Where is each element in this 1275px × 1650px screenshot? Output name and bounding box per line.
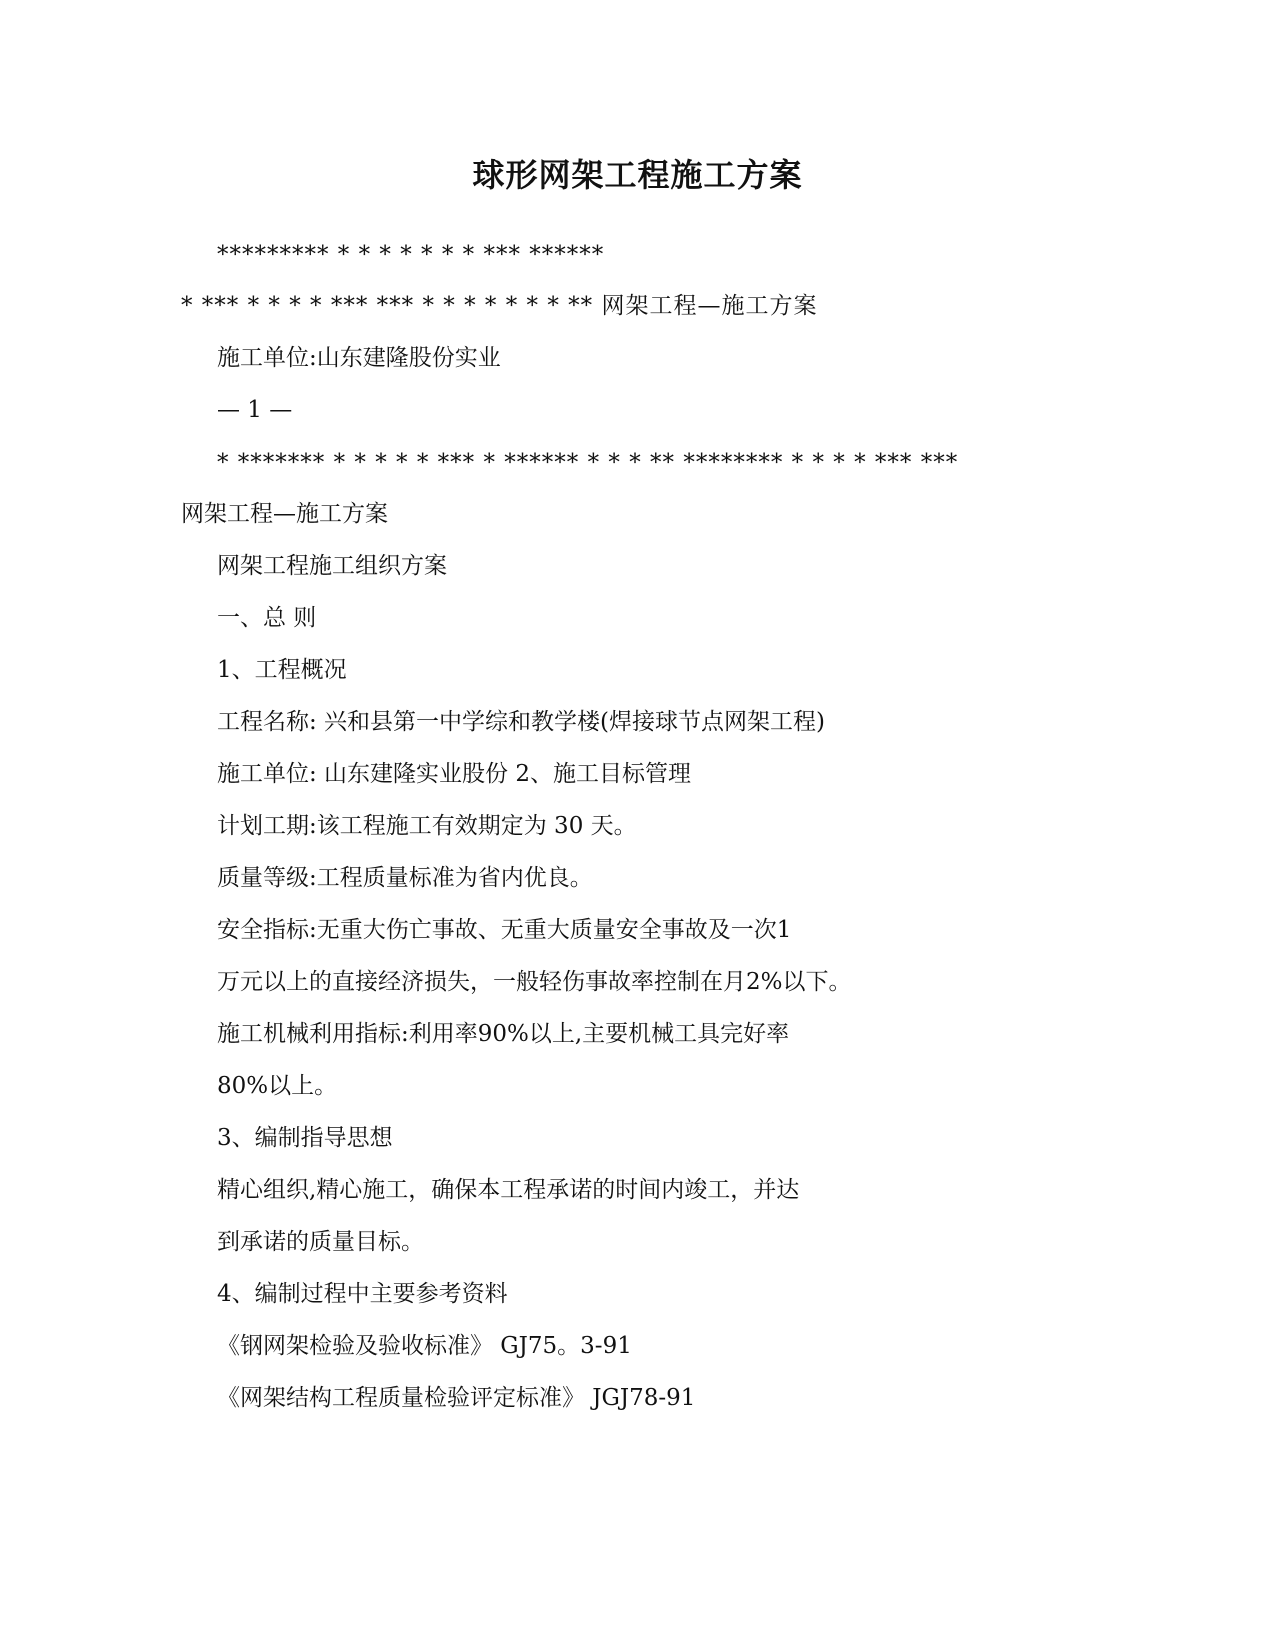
document-title: 球形网架工程施工方案 [472,156,803,194]
asterisk-line: ********* * * * * * * * *** ****** [217,242,605,268]
subsection-heading: 3、编制指导思想 [217,1125,393,1151]
paragraph-line: 工程名称: 兴和县第一中学综和教学楼(焊接球节点网架工程) [217,709,826,735]
paragraph-line: 精心组织,精心施工，确保本工程承诺的时间内竣工，并达 [217,1177,800,1203]
subtitle-line: 网架工程—施工方案 [181,501,388,527]
paragraph-line: 施工单位: 山东建隆实业股份 2、施工目标管理 [217,761,692,787]
asterisk-line: * ******* * * * * * *** * ****** * * * ** ******** * * * * *** *** [217,450,959,476]
paragraph-line: 到承诺的质量目标。 [217,1229,424,1255]
paragraph-line: 80%以上。 [217,1073,338,1099]
paragraph-line: 质量等级:工程质量标准为省内优良。 [217,865,593,891]
paragraph-line: 施工机械利用指标:利用率90%以上,主要机械工具完好率 [217,1021,790,1047]
reference-item: 《钢网架检验及验收标准》 GJ75。3-91 [217,1333,632,1359]
page-number: — 1 — [217,397,293,423]
subsection-heading: 1、工程概况 [217,657,347,683]
paragraph-line: 安全指标:无重大伤亡事故、无重大质量安全事故及一次1 [217,917,792,943]
subsection-heading: 4、编制过程中主要参考资料 [217,1281,508,1307]
construction-unit-line: 施工单位:山东建隆股份实业 [217,345,501,371]
paragraph-line: 万元以上的直接经济损失，一般轻伤事故率控制在月2%以下。 [217,969,852,995]
reference-item: 《网架结构工程质量检验评定标准》 JGJ78-91 [217,1385,696,1411]
section-heading: 网架工程施工组织方案 [217,553,447,579]
paragraph-line: 计划工期:该工程施工有效期定为 30 天。 [217,813,637,839]
section-heading: 一、总 则 [217,605,317,631]
header-line: * *** * * * * *** *** * * * * * * * ** 网架工程—施工方案 [181,293,818,319]
